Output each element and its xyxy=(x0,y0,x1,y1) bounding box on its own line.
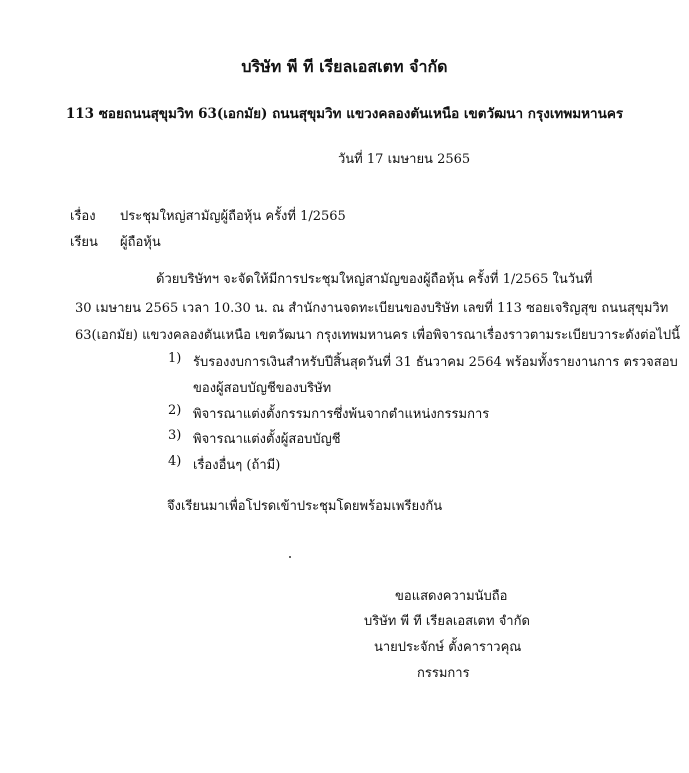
recipient-value: ผู้ถือหุ้น xyxy=(120,235,161,250)
recipient-label: เรียน xyxy=(70,235,98,250)
stray-dot-mark xyxy=(289,556,291,558)
agenda-item-text: พิจารณาแต่งตั้งกรรมการซึ่งพ้นจากตำแหน่งกรรมการ xyxy=(193,407,490,422)
body-line-1: ด้วยบริษัทฯ จะจัดให้มีการประชุมใหญ่สามัญของผู้ถือหุ้น ครั้งที่ 1/2565 ในวันที่ xyxy=(156,272,593,287)
agenda-item-text: พิจารณาแต่งตั้งผู้สอบบัญชี xyxy=(193,432,341,447)
subject-label: เรื่อง xyxy=(70,209,96,224)
signatory-position: กรรมการ xyxy=(417,666,470,681)
agenda-item-text: เรื่องอื่นๆ (ถ้ามี) xyxy=(193,458,281,473)
agenda-number: 1) xyxy=(168,351,182,366)
subject-value: ประชุมใหญ่สามัญผู้ถือหุ้น ครั้งที่ 1/2565 xyxy=(120,209,346,224)
agenda-number: 3) xyxy=(168,428,182,443)
company-address: 113 ซอยถนนสุขุมวิท 63(เอกมัย) ถนนสุขุมวิท แขวงคลองตันเหนือ เขตวัฒนา กรุงเทพมหานคร xyxy=(65,106,624,122)
letter-date: วันที่ 17 เมษายน 2565 xyxy=(338,152,471,167)
signature-regards: ขอแสดงความนับถือ xyxy=(395,589,508,604)
agenda-number: 4) xyxy=(168,454,182,469)
body-line-2: 30 เมษายน 2565 เวลา 10.30 น. ณ สำนักงานจดทะเบียนของบริษัท เลขที่ 113 ซอยเจริญสุข ถนนสุขุมวิท xyxy=(75,301,669,316)
signatory-name: นายประจักษ์ ตั้งคาราวคุณ xyxy=(374,640,522,655)
agenda-item-text: รับรองงบการเงินสำหรับปีสิ้นสุดวันที่ 31 ธันวาคม 2564 พร้อมทั้งรายงานการ ตรวจสอบ xyxy=(193,355,678,370)
company-name: บริษัท พี ที เรียลเอสเตท จำกัด xyxy=(241,57,448,76)
signature-company: บริษัท พี ที เรียลเอสเตท จำกัด xyxy=(364,614,530,629)
closing-sentence: จึงเรียนมาเพื่อโปรดเข้าประชุมโดยพร้อมเพรียงกัน xyxy=(167,499,443,514)
body-line-3: 63(เอกมัย) แขวงคลองตันเหนือ เขตวัฒนา กรุงเทพมหานคร เพื่อพิจารณาเรื่องราวตามระเบียบวาระดังต่อไปนี้ xyxy=(75,328,681,343)
agenda-number: 2) xyxy=(168,403,182,418)
agenda-item-text-continued: ของผู้สอบบัญชีของบริษัท xyxy=(193,381,332,396)
